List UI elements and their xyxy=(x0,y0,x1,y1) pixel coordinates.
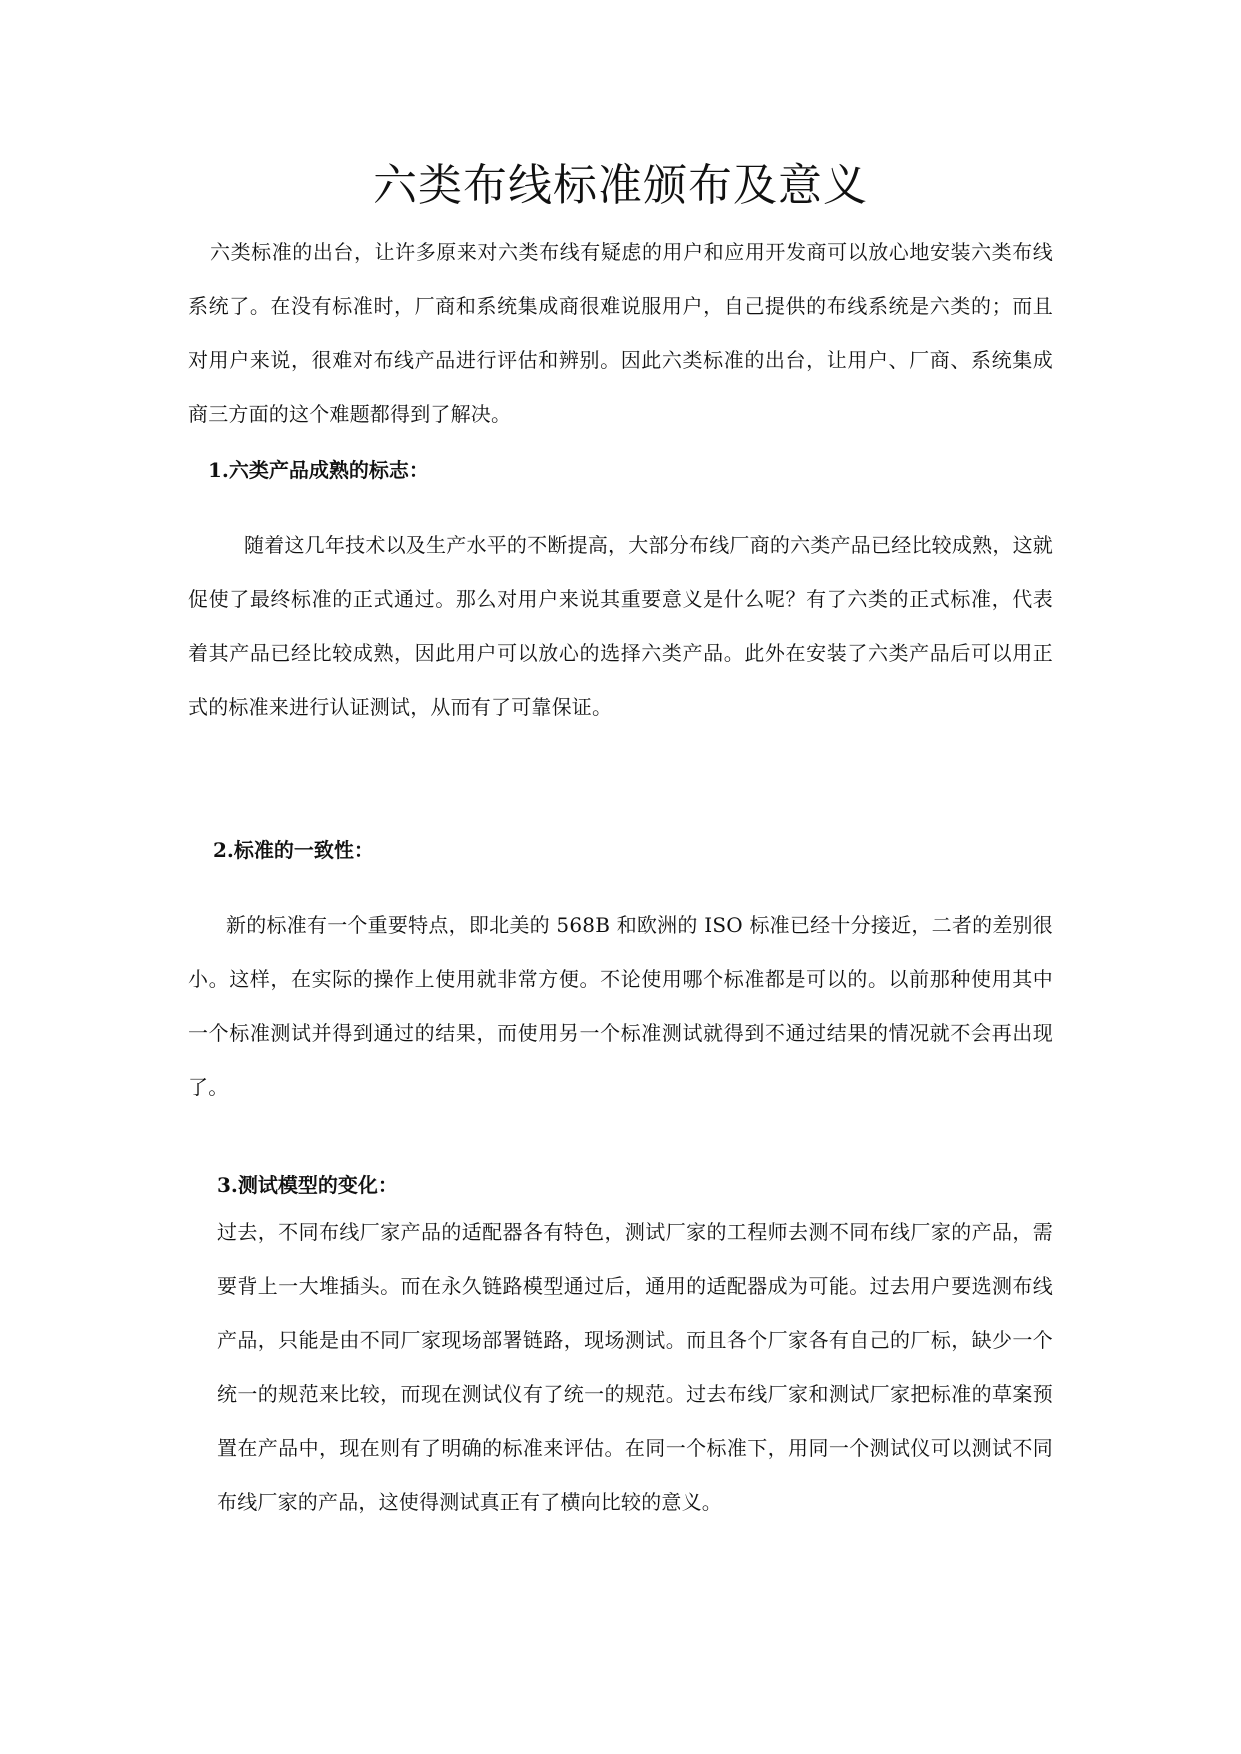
section-3-heading: 3.测试模型的变化： xyxy=(217,1173,398,1197)
intro-paragraph: 六类标准的出台，让许多原来对六类布线有疑虑的用户和应用开发商可以放心地安装六类布线系统了。在没有标准时，厂商和系统集成商很难说服用户，自己提供的布线系统是六类的；而且对用户来说，很难对布线产品进行评估和辨别。因此六类标准的出台，让用户、厂商、系统集成商三方面的这个难题都得到了解决。 xyxy=(188,240,1053,426)
section-2-heading: 2.标准的一致性： xyxy=(213,838,374,862)
section-1-heading: 1.六类产品成熟的标志： xyxy=(208,458,429,482)
document-title: 六类布线标准颁布及意义 xyxy=(373,160,868,211)
section-2-paragraph: 新的标准有一个重要特点，即北美的 568B 和欧洲的 ISO 标准已经十分接近，二者的差别很小。这样，在实际的操作上使用就非常方便。不论使用哪个标准都是可以的。以前那种使用其中一个标准测试并得到通过的结果，而使用另一个标准测试就得到不通过结果的情况就不会再出现了。 xyxy=(188,913,1053,1099)
section-3-paragraph: 过去，不同布线厂家产品的适配器各有特色，测试厂家的工程师去测不同布线厂家的产品，需要背上一大堆插头。而在永久链路模型通过后，通用的适配器成为可能。过去用户要选测布线产品，只能是由不同厂家现场部署链路，现场测试。而且各个厂家各有自己的厂标，缺少一个统一的规范来比较，而现在测试仪有了统一的规范。过去布线厂家和测试厂家把标准的草案预置在产品中，现在则有了明确的标准来评估。在同一个标准下，用同一个测试仪可以测试不同布线厂家的产品，这使得测试真正有了横向比较的意义。 xyxy=(217,1220,1053,1514)
section-1-paragraph: 随着这几年技术以及生产水平的不断提高，大部分布线厂商的六类产品已经比较成熟，这就促使了最终标准的正式通过。那么对用户来说其重要意义是什么呢？有了六类的正式标准，代表着其产品已经比较成熟，因此用户可以放心的选择六类产品。此外在安装了六类产品后可以用正式的标准来进行认证测试，从而有了可靠保证。 xyxy=(188,533,1053,719)
